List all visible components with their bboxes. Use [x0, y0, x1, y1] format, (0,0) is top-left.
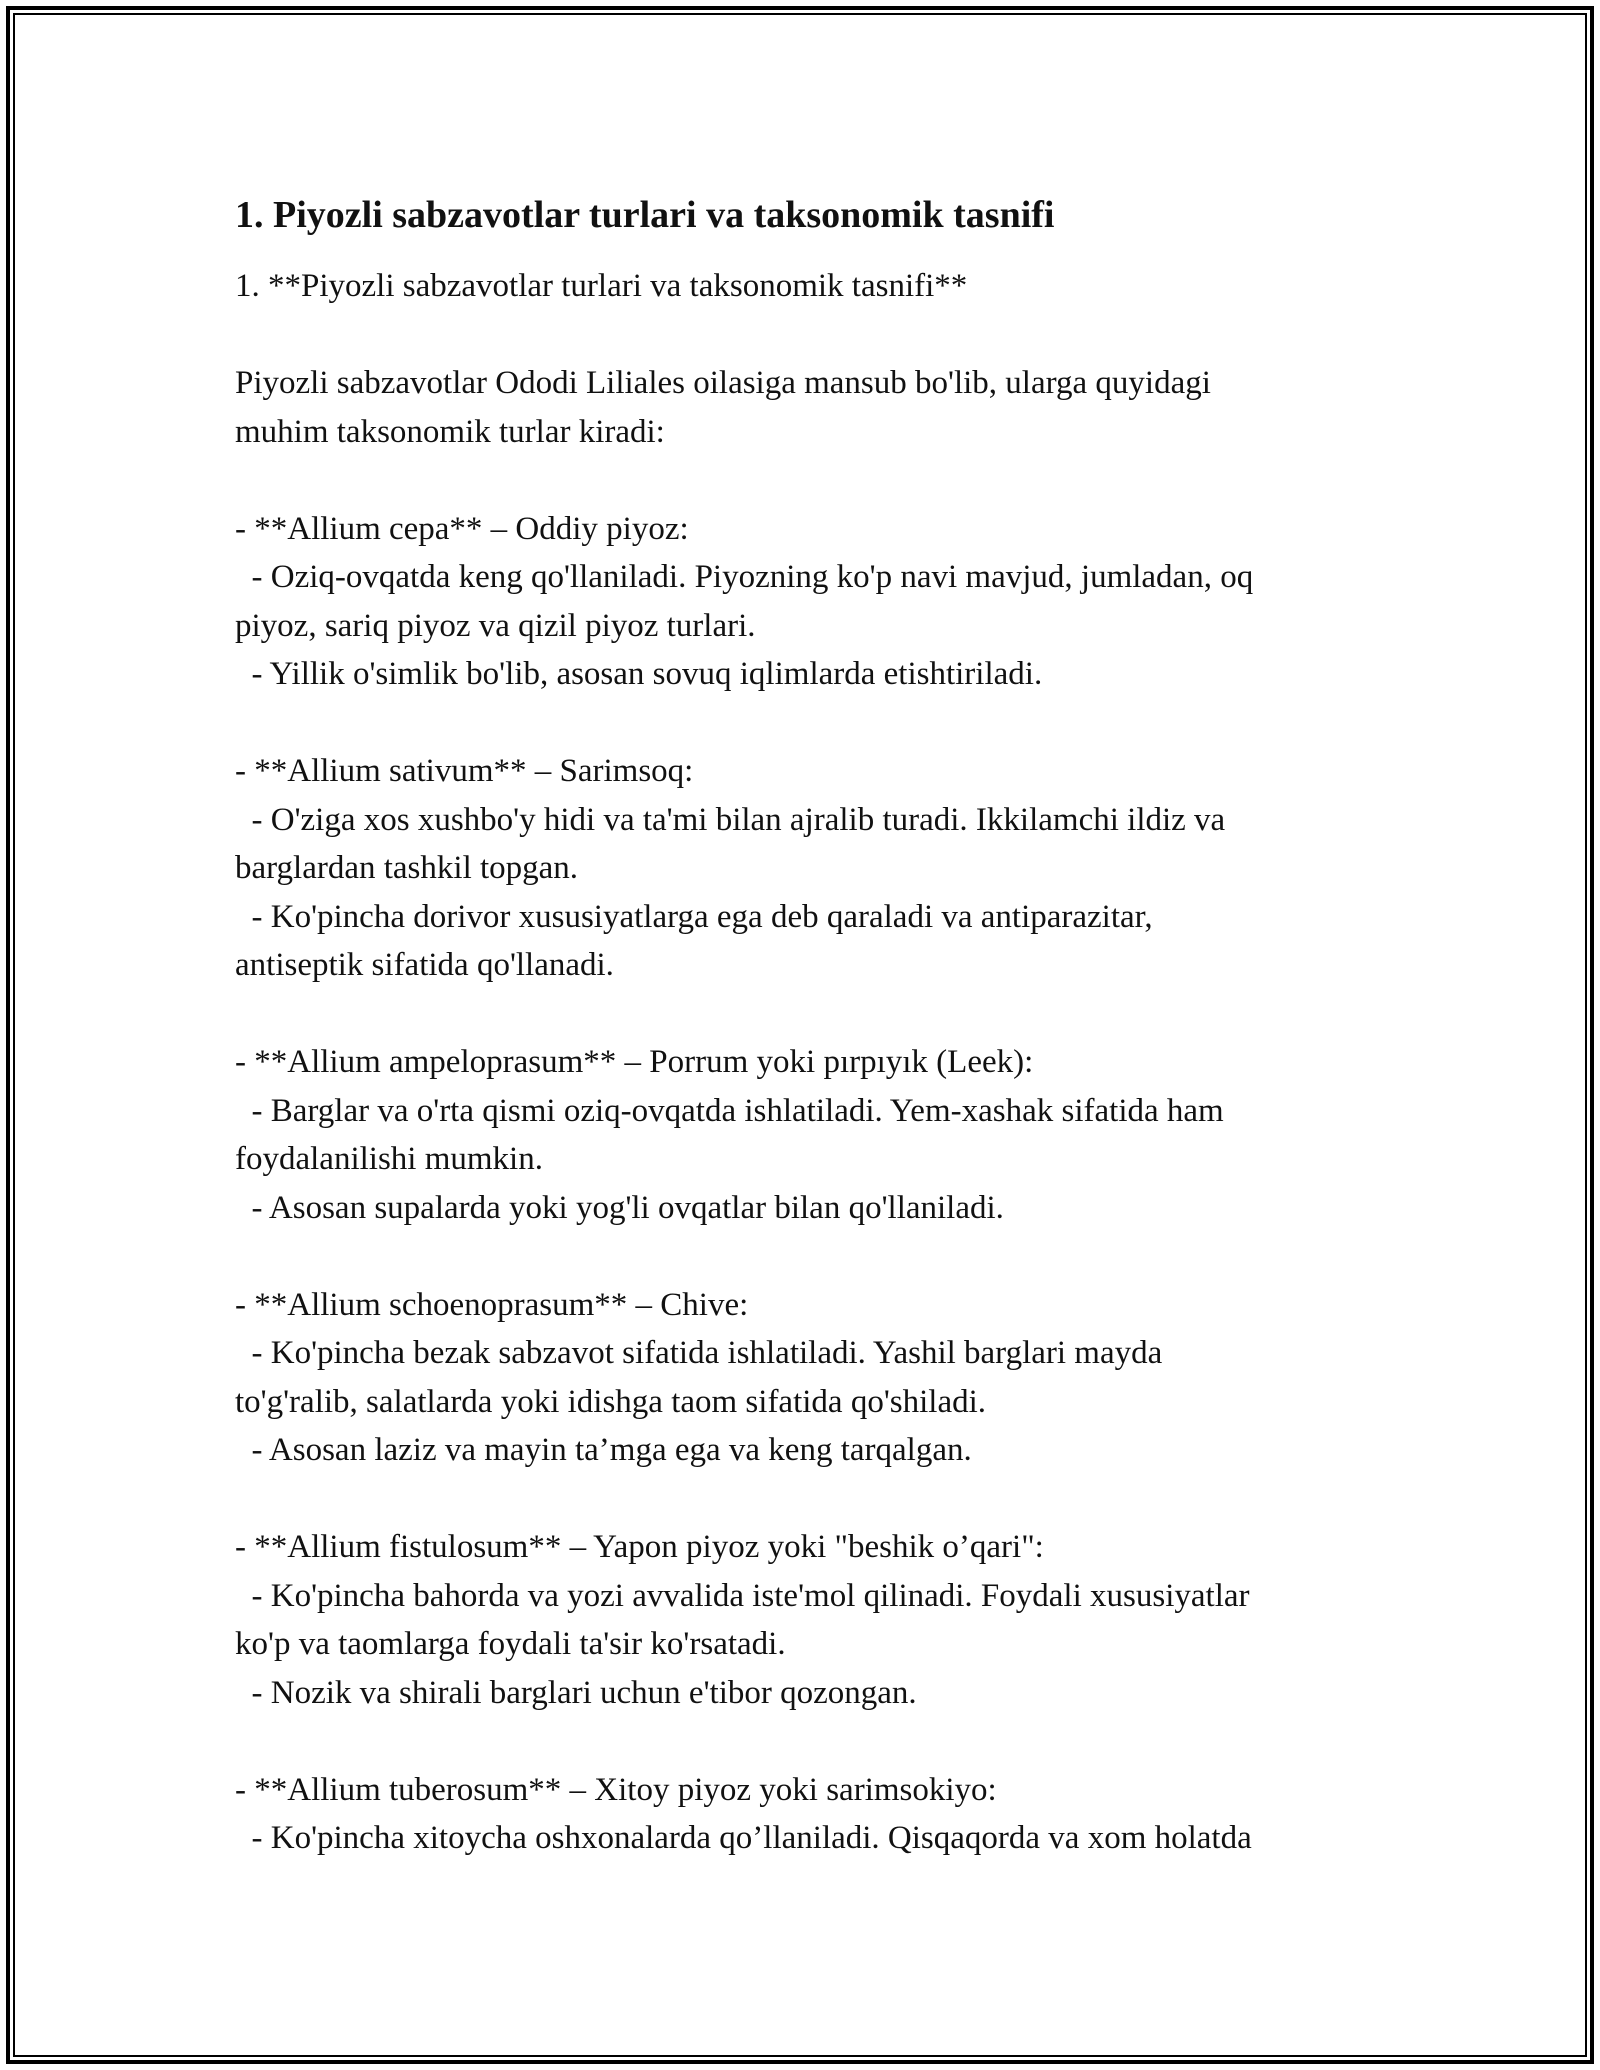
- body-line: - O'ziga xos xushbo'y hidi va ta'mi bilan ajralib turadi. Ikkilamchi ildiz va: [235, 801, 1226, 838]
- body-line: muhim taksonomik turlar kiradi:: [235, 413, 665, 450]
- body-line: - **Allium fistulosum** – Yapon piyoz yoki "beshik o’qari":: [235, 1529, 1044, 1565]
- body-line: [235, 311, 1395, 360]
- document-body: [235, 262, 1395, 1863]
- body-line: [235, 699, 1395, 748]
- body-line: - Barglar va o'rta qismi oziq-ovqatda ishlatiladi. Yem-xashak sifatida ham: [235, 1092, 1224, 1129]
- body-line: to'g'ralib, salatlarda yoki idishga taom sifatida qo'shiladi.: [235, 1383, 987, 1420]
- body-line: [235, 990, 1395, 1039]
- body-line: - **Allium sativum** – Sarimsoq:: [235, 753, 694, 789]
- body-line: - Ko'pincha bahorda va yozi avvalida iste'mol qilinadi. Foydali xususiyatlar: [235, 1577, 1250, 1614]
- body-line: - **Allium cepa** – Oddiy piyoz:: [235, 510, 689, 547]
- document-heading: 1. Piyozli sabzavotlar turlari va taksonomik tasnifi: [235, 194, 1055, 236]
- body-line: [235, 1475, 1395, 1524]
- body-line: - Asosan supalarda yoki yog'li ovqatlar bilan qo'llaniladi.: [235, 1189, 1004, 1226]
- body-line: - **Allium schoenoprasum** – Chive:: [235, 1286, 749, 1323]
- body-line: barglardan tashkil topgan.: [235, 850, 579, 886]
- body-line: - Ko'pincha dorivor xususiyatlarga ega deb qaraladi va antiparazitar,: [235, 898, 1153, 935]
- body-line: [235, 1717, 1395, 1766]
- body-line: piyoz, sariq piyoz va qizil piyoz turlari.: [235, 607, 756, 644]
- body-line: Piyozli sabzavotlar Ododi Liliales oilasiga mansub bo'lib, ularga quyidagi: [235, 365, 1211, 401]
- body-line: - **Allium tuberosum** – Xitoy piyoz yoki sarimsokiyo:: [235, 1771, 997, 1808]
- body-line: - Oziq-ovqatda keng qo'llaniladi. Piyozning ko'p navi mavjud, jumladan, oq: [235, 559, 1254, 595]
- body-line: - **Allium ampeloprasum** – Porrum yoki pırpıyık (Leek):: [235, 1044, 1034, 1080]
- body-line: [235, 456, 1395, 505]
- body-line: ko'p va taomlarga foydali ta'sir ko'rsatadi.: [235, 1626, 786, 1662]
- body-line: - Asosan laziz va mayin ta’mga ega va keng tarqalgan.: [235, 1432, 972, 1468]
- body-line: antiseptik sifatida qo'llanadi.: [235, 947, 614, 983]
- body-line: [235, 1232, 1395, 1281]
- body-line: - Ko'pincha bezak sabzavot sifatida ishlatiladi. Yashil barglari mayda: [235, 1335, 1163, 1371]
- body-line: - Yillik o'simlik bo'lib, asosan sovuq iqlimlarda etishtiriladi.: [235, 656, 1043, 692]
- document-content: [235, 190, 1395, 1863]
- body-line: - Ko'pincha xitoycha oshxonalarda qo’llaniladi. Qisqaqorda va xom holatda: [235, 1820, 1252, 1856]
- body-line: - Nozik va shirali barglari uchun e'tibor qozongan.: [235, 1674, 917, 1711]
- body-line: foydalanilishi mumkin.: [235, 1141, 543, 1177]
- body-line: 1. **Piyozli sabzavotlar turlari va taksonomik tasnifi**: [235, 268, 968, 304]
